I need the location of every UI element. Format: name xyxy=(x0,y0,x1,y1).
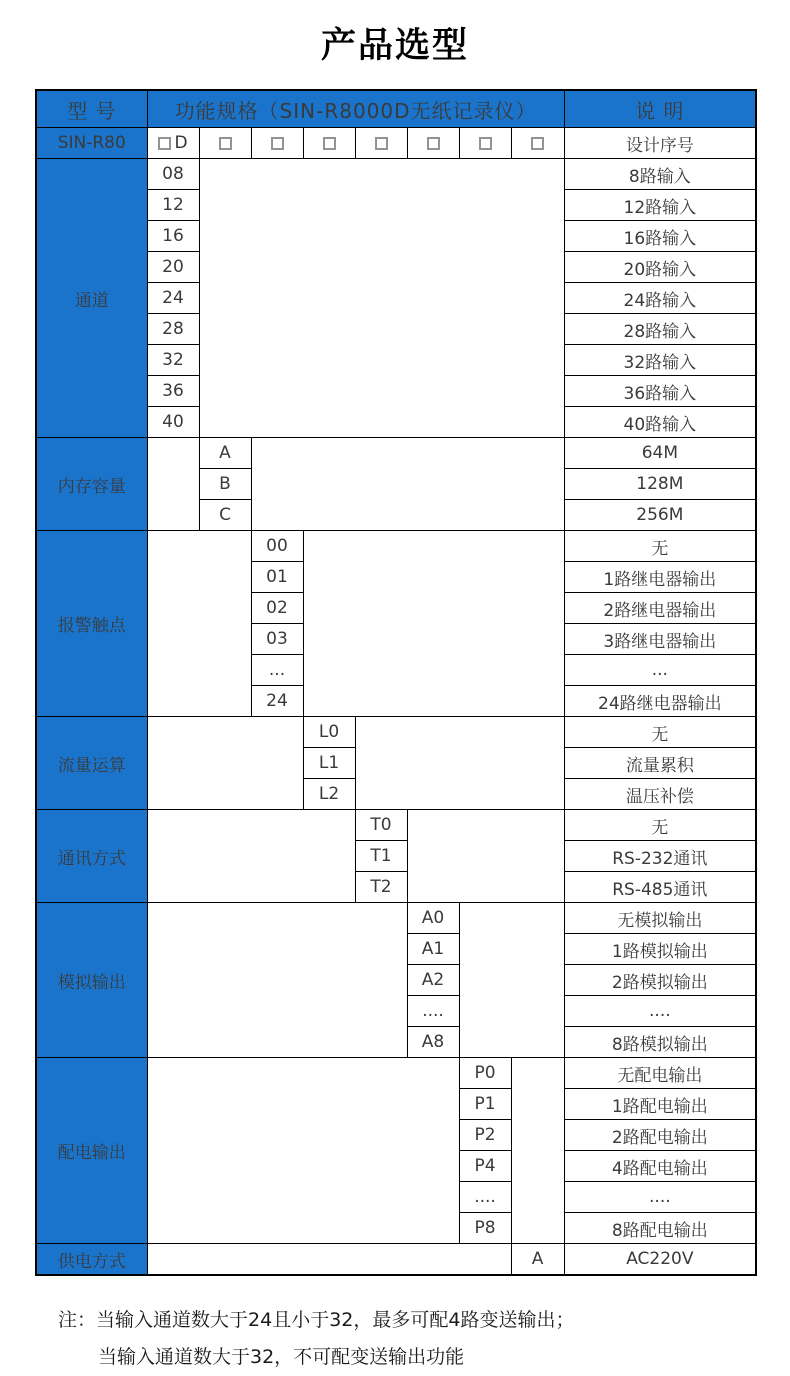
filler-cell xyxy=(147,1058,459,1244)
filler-cell xyxy=(459,903,564,1058)
desc-cell: .... xyxy=(564,1182,756,1213)
code-cell: A xyxy=(511,1244,564,1276)
desc-cell: 64M xyxy=(564,438,756,469)
table-row xyxy=(36,717,756,748)
code-cell: 24 xyxy=(147,283,199,314)
section-label-communication: 通讯方式 xyxy=(36,810,147,903)
desc-cell: ... xyxy=(564,655,756,686)
code-cell: P8 xyxy=(459,1213,511,1244)
section-label-power-supply: 供电方式 xyxy=(36,1244,147,1276)
desc-cell: .... xyxy=(564,996,756,1027)
section-label-alarm-contacts: 报警触点 xyxy=(36,531,147,717)
filler-cell xyxy=(147,903,407,1058)
table-row xyxy=(36,1244,756,1276)
desc-cell: 无 xyxy=(564,717,756,748)
desc-cell: 8路输入 xyxy=(564,159,756,190)
table-row xyxy=(36,438,756,469)
filler-cell xyxy=(303,531,564,717)
design-desc-cell: 设计序号 xyxy=(564,128,756,159)
code-cell: A8 xyxy=(407,1027,459,1058)
desc-cell: 1路模拟输出 xyxy=(564,934,756,965)
desc-cell: 无模拟输出 xyxy=(564,903,756,934)
filler-cell xyxy=(355,717,564,810)
product-selection-table xyxy=(35,89,757,1276)
code-cell: P4 xyxy=(459,1151,511,1182)
desc-cell: 无配电输出 xyxy=(564,1058,756,1089)
desc-cell: 2路继电器输出 xyxy=(564,593,756,624)
code-cell: 20 xyxy=(147,252,199,283)
checkbox-icon xyxy=(323,137,336,150)
code-cell: P2 xyxy=(459,1120,511,1151)
desc-cell: 36路输入 xyxy=(564,376,756,407)
code-cell: L0 xyxy=(303,717,355,748)
filler-cell xyxy=(147,1244,511,1276)
desc-cell: 24路继电器输出 xyxy=(564,686,756,717)
filler-cell xyxy=(147,438,199,531)
desc-cell: 3路继电器输出 xyxy=(564,624,756,655)
desc-cell: 1路继电器输出 xyxy=(564,562,756,593)
table-row xyxy=(36,159,756,190)
code-cell: P0 xyxy=(459,1058,511,1089)
checkbox-icon xyxy=(427,137,440,150)
table-row xyxy=(36,1058,756,1089)
desc-cell: 24路输入 xyxy=(564,283,756,314)
section-label-power-distribution-output: 配电输出 xyxy=(36,1058,147,1244)
checkbox-icon xyxy=(531,137,544,150)
filler-cell xyxy=(147,810,355,903)
header-spec-cell: 功能规格（SIN-R8000D无纸记录仪） xyxy=(147,90,564,128)
filler-cell xyxy=(147,531,251,717)
code-cell: 24 xyxy=(251,686,303,717)
desc-cell: 2路配电输出 xyxy=(564,1120,756,1151)
code-cell: A0 xyxy=(407,903,459,934)
footnote-line-2: 当输入通道数大于32，不可配变送输出功能 xyxy=(98,1346,465,1368)
desc-cell: 28路输入 xyxy=(564,314,756,345)
code-cell: A2 xyxy=(407,965,459,996)
page-title: 产品选型 xyxy=(320,26,469,66)
design-code-cell xyxy=(303,128,355,159)
filler-cell xyxy=(511,1058,564,1244)
desc-cell: 12路输入 xyxy=(564,190,756,221)
desc-cell: RS-232通讯 xyxy=(564,841,756,872)
desc-cell: 4路配电输出 xyxy=(564,1151,756,1182)
model-cell: SIN-R80 xyxy=(36,128,147,159)
code-cell: 12 xyxy=(147,190,199,221)
checkbox-icon xyxy=(271,137,284,150)
desc-cell: 1路配电输出 xyxy=(564,1089,756,1120)
code-cell: T0 xyxy=(355,810,407,841)
desc-cell: 40路输入 xyxy=(564,407,756,438)
table-row xyxy=(36,531,756,562)
desc-cell: 256M xyxy=(564,500,756,531)
desc-cell: AC220V xyxy=(564,1244,756,1276)
code-cell: A1 xyxy=(407,934,459,965)
design-code-cell xyxy=(407,128,459,159)
code-cell: 40 xyxy=(147,407,199,438)
footnote xyxy=(58,1302,790,1376)
code-cell: 16 xyxy=(147,221,199,252)
design-code-cell xyxy=(199,128,251,159)
checkbox-icon xyxy=(375,137,388,150)
design-code-suffix: D xyxy=(174,133,188,153)
desc-cell: RS-485通讯 xyxy=(564,872,756,903)
design-code-cell xyxy=(147,128,199,159)
checkbox-icon xyxy=(219,137,232,150)
desc-cell: 流量累积 xyxy=(564,748,756,779)
code-cell: C xyxy=(199,500,251,531)
desc-cell: 2路模拟输出 xyxy=(564,965,756,996)
code-cell: 36 xyxy=(147,376,199,407)
design-code-cell xyxy=(251,128,303,159)
table-header-row xyxy=(36,90,756,128)
code-cell: L2 xyxy=(303,779,355,810)
section-label-channels: 通道 xyxy=(36,159,147,438)
section-label-memory: 内存容量 xyxy=(36,438,147,531)
code-cell: P1 xyxy=(459,1089,511,1120)
desc-cell: 32路输入 xyxy=(564,345,756,376)
filler-cell xyxy=(407,810,564,903)
footnote-line-1: 注：当输入通道数大于24且小于32，最多可配4路变送输出； xyxy=(58,1309,575,1331)
code-cell: 01 xyxy=(251,562,303,593)
code-cell: ... xyxy=(251,655,303,686)
table-row xyxy=(36,903,756,934)
table-row xyxy=(36,810,756,841)
checkbox-icon xyxy=(158,137,171,150)
code-cell: .... xyxy=(407,996,459,1027)
code-cell: L1 xyxy=(303,748,355,779)
code-cell: B xyxy=(199,469,251,500)
header-model-cell: 型 号 xyxy=(36,90,147,128)
desc-cell: 无 xyxy=(564,531,756,562)
code-cell: A xyxy=(199,438,251,469)
code-cell: 00 xyxy=(251,531,303,562)
design-number-row xyxy=(36,128,756,159)
desc-cell: 温压补偿 xyxy=(564,779,756,810)
code-cell: 03 xyxy=(251,624,303,655)
code-cell: 08 xyxy=(147,159,199,190)
footnote-prefix: 注： xyxy=(58,1309,97,1331)
code-cell: .... xyxy=(459,1182,511,1213)
code-cell: T1 xyxy=(355,841,407,872)
filler-cell xyxy=(199,159,564,438)
desc-cell: 20路输入 xyxy=(564,252,756,283)
checkbox-icon xyxy=(479,137,492,150)
desc-cell: 8路配电输出 xyxy=(564,1213,756,1244)
desc-cell: 无 xyxy=(564,810,756,841)
code-cell: 28 xyxy=(147,314,199,345)
design-code-cell xyxy=(459,128,511,159)
desc-cell: 128M xyxy=(564,469,756,500)
code-cell: T2 xyxy=(355,872,407,903)
section-label-flow-calculation: 流量运算 xyxy=(36,717,147,810)
desc-cell: 8路模拟输出 xyxy=(564,1027,756,1058)
code-cell: 02 xyxy=(251,593,303,624)
design-code-cell xyxy=(511,128,564,159)
design-code-cell xyxy=(355,128,407,159)
section-label-analog-output: 模拟输出 xyxy=(36,903,147,1058)
code-cell: 32 xyxy=(147,345,199,376)
desc-cell: 16路输入 xyxy=(564,221,756,252)
filler-cell xyxy=(147,717,303,810)
filler-cell xyxy=(251,438,564,531)
header-desc-cell: 说 明 xyxy=(564,90,756,128)
